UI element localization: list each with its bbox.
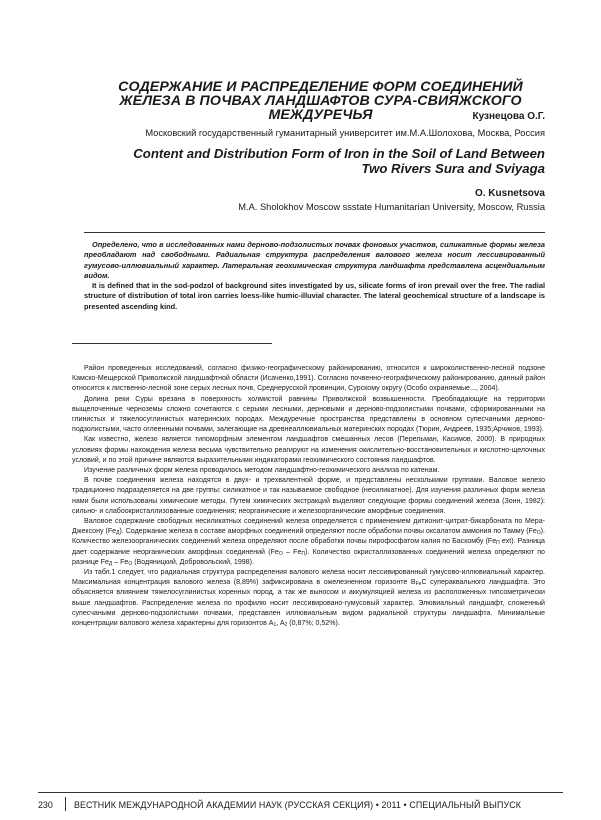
subscript: О xyxy=(128,560,133,567)
text-run: ). Содержание железа в составе аморфных соединений определяют после обработки почвы оксалатом аммония по Тамму (Fe xyxy=(119,528,537,536)
abstract-bottom-rule xyxy=(72,343,272,344)
body-paragraph: Изучение различных форм железа проводилось методом ландшафтно-геохимического анализа по катенам. xyxy=(84,467,440,475)
text-run: (0,87%; 0,52%). xyxy=(287,620,340,628)
text-run: – Fe xyxy=(282,548,302,556)
page-number: 230 xyxy=(38,800,53,810)
body-paragraph-results xyxy=(72,568,545,629)
text-run: ). Количество окристаллизованных соединений железа определяют по разнице Fe xyxy=(72,548,545,566)
text-run: Из табл.1 следует, что радиальная структура распределения валового железа носит лессивированный гумусово-иллювиальный характер. Максимальная концентрация валового железа (8,89%) зафиксирована в ожелезненном горизонте B xyxy=(72,569,545,587)
page-footer xyxy=(38,795,563,815)
author-name-ru: Кузнецова О.Г. xyxy=(472,111,545,122)
author-name-en: O. Kusnetsova xyxy=(474,188,545,199)
abstract-top-rule xyxy=(84,232,545,233)
subscript: П xyxy=(301,550,305,557)
subscript: Д xyxy=(108,560,113,567)
subscript: О xyxy=(536,530,541,537)
abstract-block xyxy=(84,240,545,312)
text-run: ). Количество железоорганических соединений железа определяют после обработки почвы пирофосфатом калия по Баскомбу (Fe xyxy=(72,528,545,546)
subscript: П xyxy=(496,540,500,547)
article-body xyxy=(72,364,545,629)
body-paragraph: Район проведенных исследований, согласно физико-географическому районированию, относится к широколиственно-лесной подзоне Камско-Мещерской Приволжской ландшафтной области (Исаченко,1991). Согласно почвенно-географическому районированию, данный район относится к лиственно-лесной зоне серых лесных почв, Среднерусской провинции, Сурскому округу (Особо охраняемые..., 2004). xyxy=(72,365,545,393)
affiliation-en: M.A. Sholokhov Moscow ssstate Humanitarian University, Moscow, Russia xyxy=(238,202,545,212)
text-run: (Водяницкий, Добровольский, 1998). xyxy=(132,558,254,566)
affiliation-ru: Московский государственный гуманитарный университет им.М.А.Шолохова, Москва, Россия xyxy=(145,128,545,138)
text-run: Валовое содержание свободных несиликатных соединений железа определяется с применением дитионит-цитрат-бикарбоната по Мера-Джексону (Fe xyxy=(72,518,545,536)
footer-divider xyxy=(65,797,66,811)
subscript: Fe xyxy=(415,581,422,588)
article-title-en: Content and Distribution Form of Iron in the Soil of Land Between Two Rivers Sura and Sviyaga xyxy=(133,146,545,176)
article-title-ru: СОДЕРЖАНИЕ И РАСПРЕДЕЛЕНИЕ ФОРМ СОЕДИНЕНИЙ ЖЕЛЕЗА В ПОЧВАХ ЛАНДШАФТОВ СУРА-СВИЯЖСКОГО МЕЖДУРЕЧЬЯ xyxy=(118,79,523,123)
body-paragraph: В почве соединения железа находятся в двух- и трехвалентной форме, и представлены несколькими группами. Валовое железо традиционно подразделяется на две группы: силикатное и так называемое свободное (несиликатное). Для изучения различных форм железа нами были использованы химические методы. Путем химических экстракций выделяют следующие формы соединений железа (Зонн, 1982): сильно- и слабоокристаллизованные соединения; неорганические и железоорганические аморфные соединения. xyxy=(72,477,545,515)
body-paragraph: Долина реки Суры врезана в поверхность холмистой равнины Приволжской возвышенности. Преобладающие на территории выщелоченные черноземы сложно сочетаются с серыми лесными, дерновыми и дерново-подзолистыми почвами, сформированными на глинистых и тяжелосуглинистых материнских породах. Междуречные пространства представлены в основном супесчаными дерново-подзолистыми, часто оглеенными почвами, залегающие на древнеаллювиальных материнских породах (Тюрин, Андреев, 1935;Арчиков, 1993). xyxy=(72,395,545,434)
subscript: 2 xyxy=(284,622,288,629)
subscript: О xyxy=(278,550,283,557)
footer-rule xyxy=(38,792,563,793)
abstract-ru: Определено, что в исследованных нами дерново-подзолистых почвах фоновых участков, силикатные формы железа преобладают над свободными. Радиальная структура распределения валового железа носит лессивированный гумусово-иллювиальный характер. Латеральная геохимическая структура ландшафта представлена асцендиальным видом. xyxy=(84,240,545,280)
text-run: C супераквального ландшафта. Это объясняется влиянием тяжелосуглинистых коренных пород, а так же выносом и аккумуляцией железа из расположенных гипсометрически выше ландшафтов. Распределение железа по профилю носит лессивировано-гумусовый характер. Элювиальный ландшафт, сложенный супесчаными дерново-подзолистыми почвами, представлен иллювиальным видом радиальной структуры ландшафта. Минимальные концентрации валового железа характерны для горизонтов A xyxy=(72,579,545,628)
body-paragraph: Как известно, железо является типоморфным элементом ландшафтов смешанных лесов (Перельман, Касимов, 2000). В природных условиях формы нахождения железа весьма чувствительно реагируют на изменения окислительно-восстановительных и кислотно-щелочных условий, и по этой причине являются выразительными индикаторами геохимического состояния ландшафтов. xyxy=(72,436,545,464)
subscript: 1 xyxy=(273,622,277,629)
body-paragraph-methods xyxy=(72,517,545,568)
journal-name: ВЕСТНИК МЕЖДУНАРОДНОЙ АКАДЕМИИ НАУК (РУССКАЯ СЕКЦИЯ) • 2011 • СПЕЦИАЛЬНЫЙ ВЫПУСК xyxy=(74,800,522,810)
subscript: Д xyxy=(116,530,120,537)
text-run: , A xyxy=(276,620,285,628)
abstract-en: It is defined that in the sod-podzol of background sites investigated by us, silicate forms of iron prevail over the free. The radial structure of distribution of total iron carries loess-like humic-illuvial character. The lateral geochemical structure of a landscape is presented ascending kind. xyxy=(84,281,545,311)
text-run: – Fe xyxy=(112,558,129,566)
text-run: ext). Разница дает содержание неорганических аморфных соединений (Fe xyxy=(72,538,545,556)
